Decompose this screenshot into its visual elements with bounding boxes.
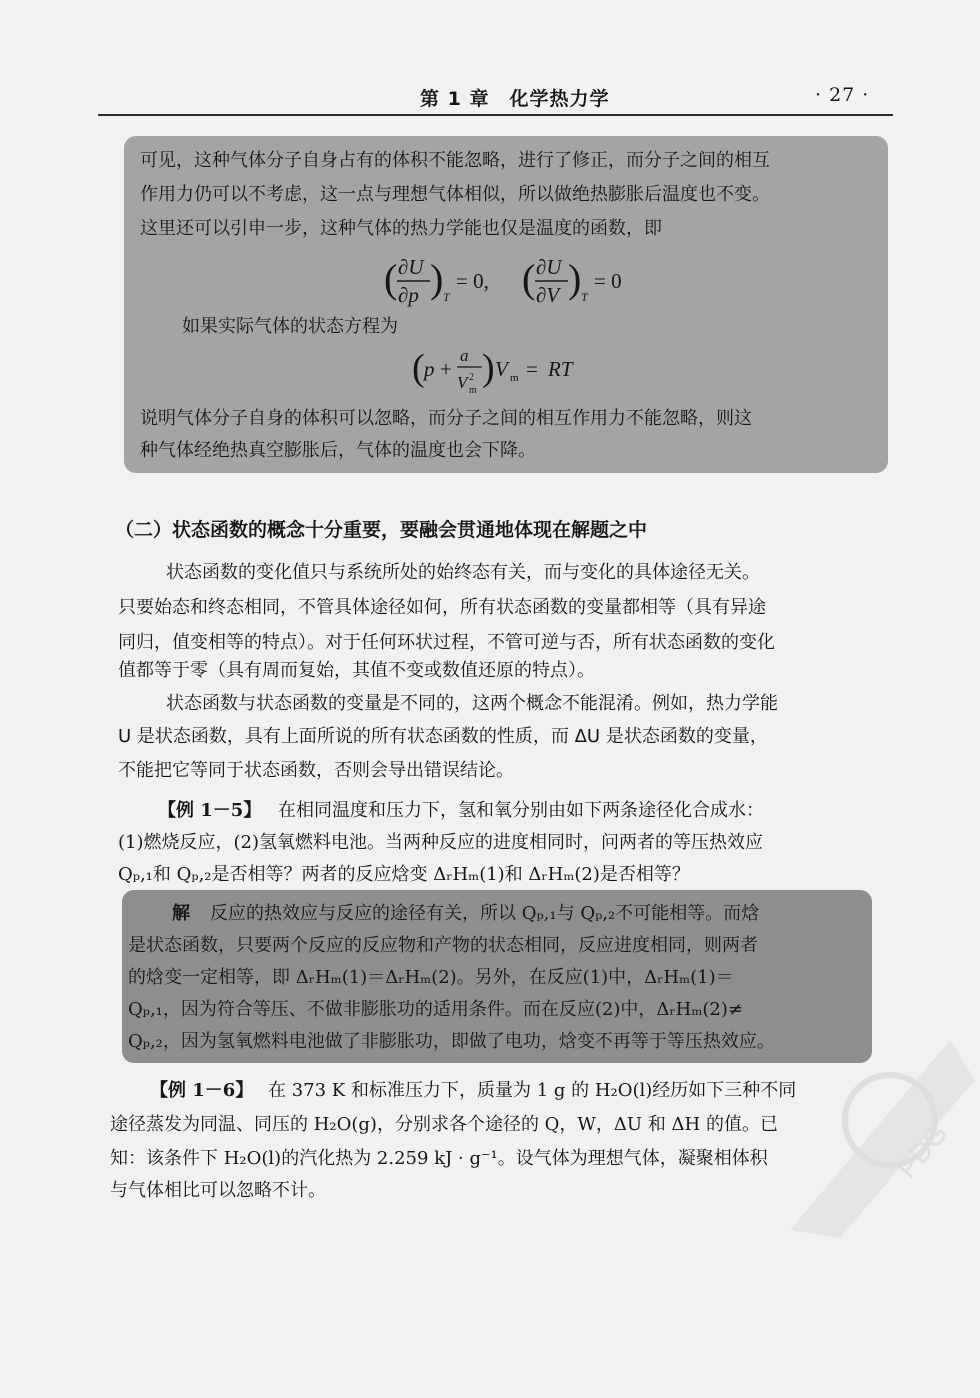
header-rule [98, 114, 893, 116]
svg-text:+: + [440, 357, 452, 381]
svg-text:RT: RT [548, 357, 573, 381]
formula-partial-derivatives [384, 252, 644, 318]
svg-text:m: m [469, 385, 477, 396]
box1-line-3: 这里还可以引申一步，这种气体的热力学能也仅是温度的函数，即 [140, 218, 662, 239]
svg-text:= 0,: = 0, [456, 269, 489, 293]
watermark-text: PDG [890, 1117, 954, 1184]
formula-van-der-waals [412, 344, 612, 408]
pdg-watermark-icon [770, 1000, 980, 1240]
example6-line-2: 途径蒸发为同温、同压的 H₂O(g)，分别求各个途径的 Q，W，ΔU 和 ΔH 的值。已 [110, 1114, 778, 1135]
svg-text:): ) [430, 256, 444, 301]
svg-text:T: T [581, 290, 588, 304]
svg-text:): ) [482, 347, 495, 389]
svg-text:= 0: = 0 [594, 269, 622, 293]
page-number: · 27 · [815, 84, 870, 106]
svg-text:m: m [510, 372, 519, 384]
para2-line-2: U 是状态函数，具有上面所说的所有状态函数的性质，而 ΔU 是状态函数的变量， [118, 726, 768, 747]
para1-line-1: 状态函数的变化值只与系统所处的始终态有关，而与变化的具体途径无关。 [166, 562, 760, 583]
example6-line-1: 在 373 K 和标准压力下，质量为 1 g 的 H₂O(l)经历如下三种不同 [268, 1080, 797, 1101]
para2-line-3: 不能把它等同于状态函数，否则会导出错误结论。 [118, 760, 514, 781]
solution-line-1: 反应的热效应与反应的途径有关，所以 Qₚ,₁与 Qₚ,₂不可能相等。而焓 [210, 903, 760, 924]
box1-line-1: 可见，这种气体分子自身占有的体积不能忽略，进行了修正，而分子之间的相互 [140, 150, 770, 171]
para1-line-2: 只要始态和终态相同，不管具体途径如何，所有状态函数的变量都相等（具有异途 [118, 597, 766, 618]
example5-line-3: Qₚ,₁和 Qₚ,₂是否相等？两者的反应焓变 ΔᵣHₘ(1)和 ΔᵣHₘ(2)是否相等？ [118, 864, 690, 885]
svg-text:): ) [568, 256, 582, 301]
solution-line-2: 是状态函数，只要两个反应的反应物和产物的状态相同，反应进度相同，则两者 [128, 935, 758, 956]
svg-text:(: ( [384, 256, 398, 301]
svg-text:∂U: ∂U [536, 255, 562, 279]
example5-line-1: 在相同温度和压力下，氢和氧分别由如下两条途径化合成水： [278, 800, 764, 821]
box1-line-2: 作用力仍可以不考虑，这一点与理想气体相似，所以做绝热膨胀后温度也不变。 [140, 184, 770, 205]
example-1-5-label: 【例 1－5】 [158, 800, 262, 821]
svg-text:a: a [460, 346, 469, 365]
para1-line-3: 同归，值变相等的特点）。对于任何环状过程，不管可逆与否，所有状态函数的变化 [118, 632, 775, 653]
svg-text:(: ( [412, 347, 425, 389]
state-eq-intro: 如果实际气体的状态方程为 [182, 316, 398, 337]
svg-text:∂U: ∂U [398, 255, 424, 279]
svg-text:T: T [443, 290, 450, 304]
svg-text:V: V [457, 373, 468, 392]
svg-text:p: p [424, 357, 435, 381]
para1-line-4: 值都等于零（具有周而复始，其值不变或数值还原的特点）。 [118, 660, 595, 681]
box1-line-5: 种气体经绝热真空膨胀后，气体的温度也会下降。 [140, 440, 536, 461]
svg-text:V: V [495, 357, 508, 381]
svg-text:(: ( [522, 256, 536, 301]
solution-line-5: Qₚ,₂，因为氢氧燃料电池做了非膨胀功，即做了电功，焓变不再等于等压热效应。 [128, 1031, 775, 1052]
example6-line-4: 与气体相比可以忽略不计。 [110, 1180, 326, 1201]
solution-line-4: Qₚ,₁，因为符合等压、不做非膨胀功的适用条件。而在反应(2)中，ΔᵣHₘ(2)≠ [128, 999, 743, 1020]
solution-label: 解 [172, 903, 190, 924]
example5-line-2: (1)燃烧反应，(2)氢氧燃料电池。当两种反应的进度相同时，问两者的等压热效应 [118, 832, 763, 853]
solution-line-3: 的焓变一定相等，即 ΔᵣHₘ(1)＝ΔᵣHₘ(2)。另外，在反应(1)中，ΔᵣHₘ(1)＝ [128, 967, 734, 988]
svg-text:=: = [526, 357, 538, 381]
svg-text:2: 2 [469, 372, 474, 383]
van-der-waals-formula-graphic [412, 344, 612, 402]
section-heading: （二）状态函数的概念十分重要，要融会贯通地体现在解题之中 [115, 519, 648, 541]
chapter-header-title: 第 1 章 化学热力学 [420, 88, 610, 110]
partial-derivative-formula-graphic [384, 252, 644, 312]
svg-text:∂V: ∂V [536, 283, 560, 307]
example-1-6-label: 【例 1－6】 [150, 1080, 254, 1101]
box1-line-4: 说明气体分子自身的体积可以忽略，而分子之间的相互作用力不能忽略，则这 [140, 408, 752, 429]
para2-line-1: 状态函数与状态函数的变量是不同的，这两个概念不能混淆。例如，热力学能 [166, 693, 778, 714]
example6-line-3: 知：该条件下 H₂O(l)的汽化热为 2.259 kJ · g⁻¹。设气体为理想气体，凝聚相体积 [110, 1148, 768, 1169]
svg-text:∂p: ∂p [398, 283, 419, 307]
